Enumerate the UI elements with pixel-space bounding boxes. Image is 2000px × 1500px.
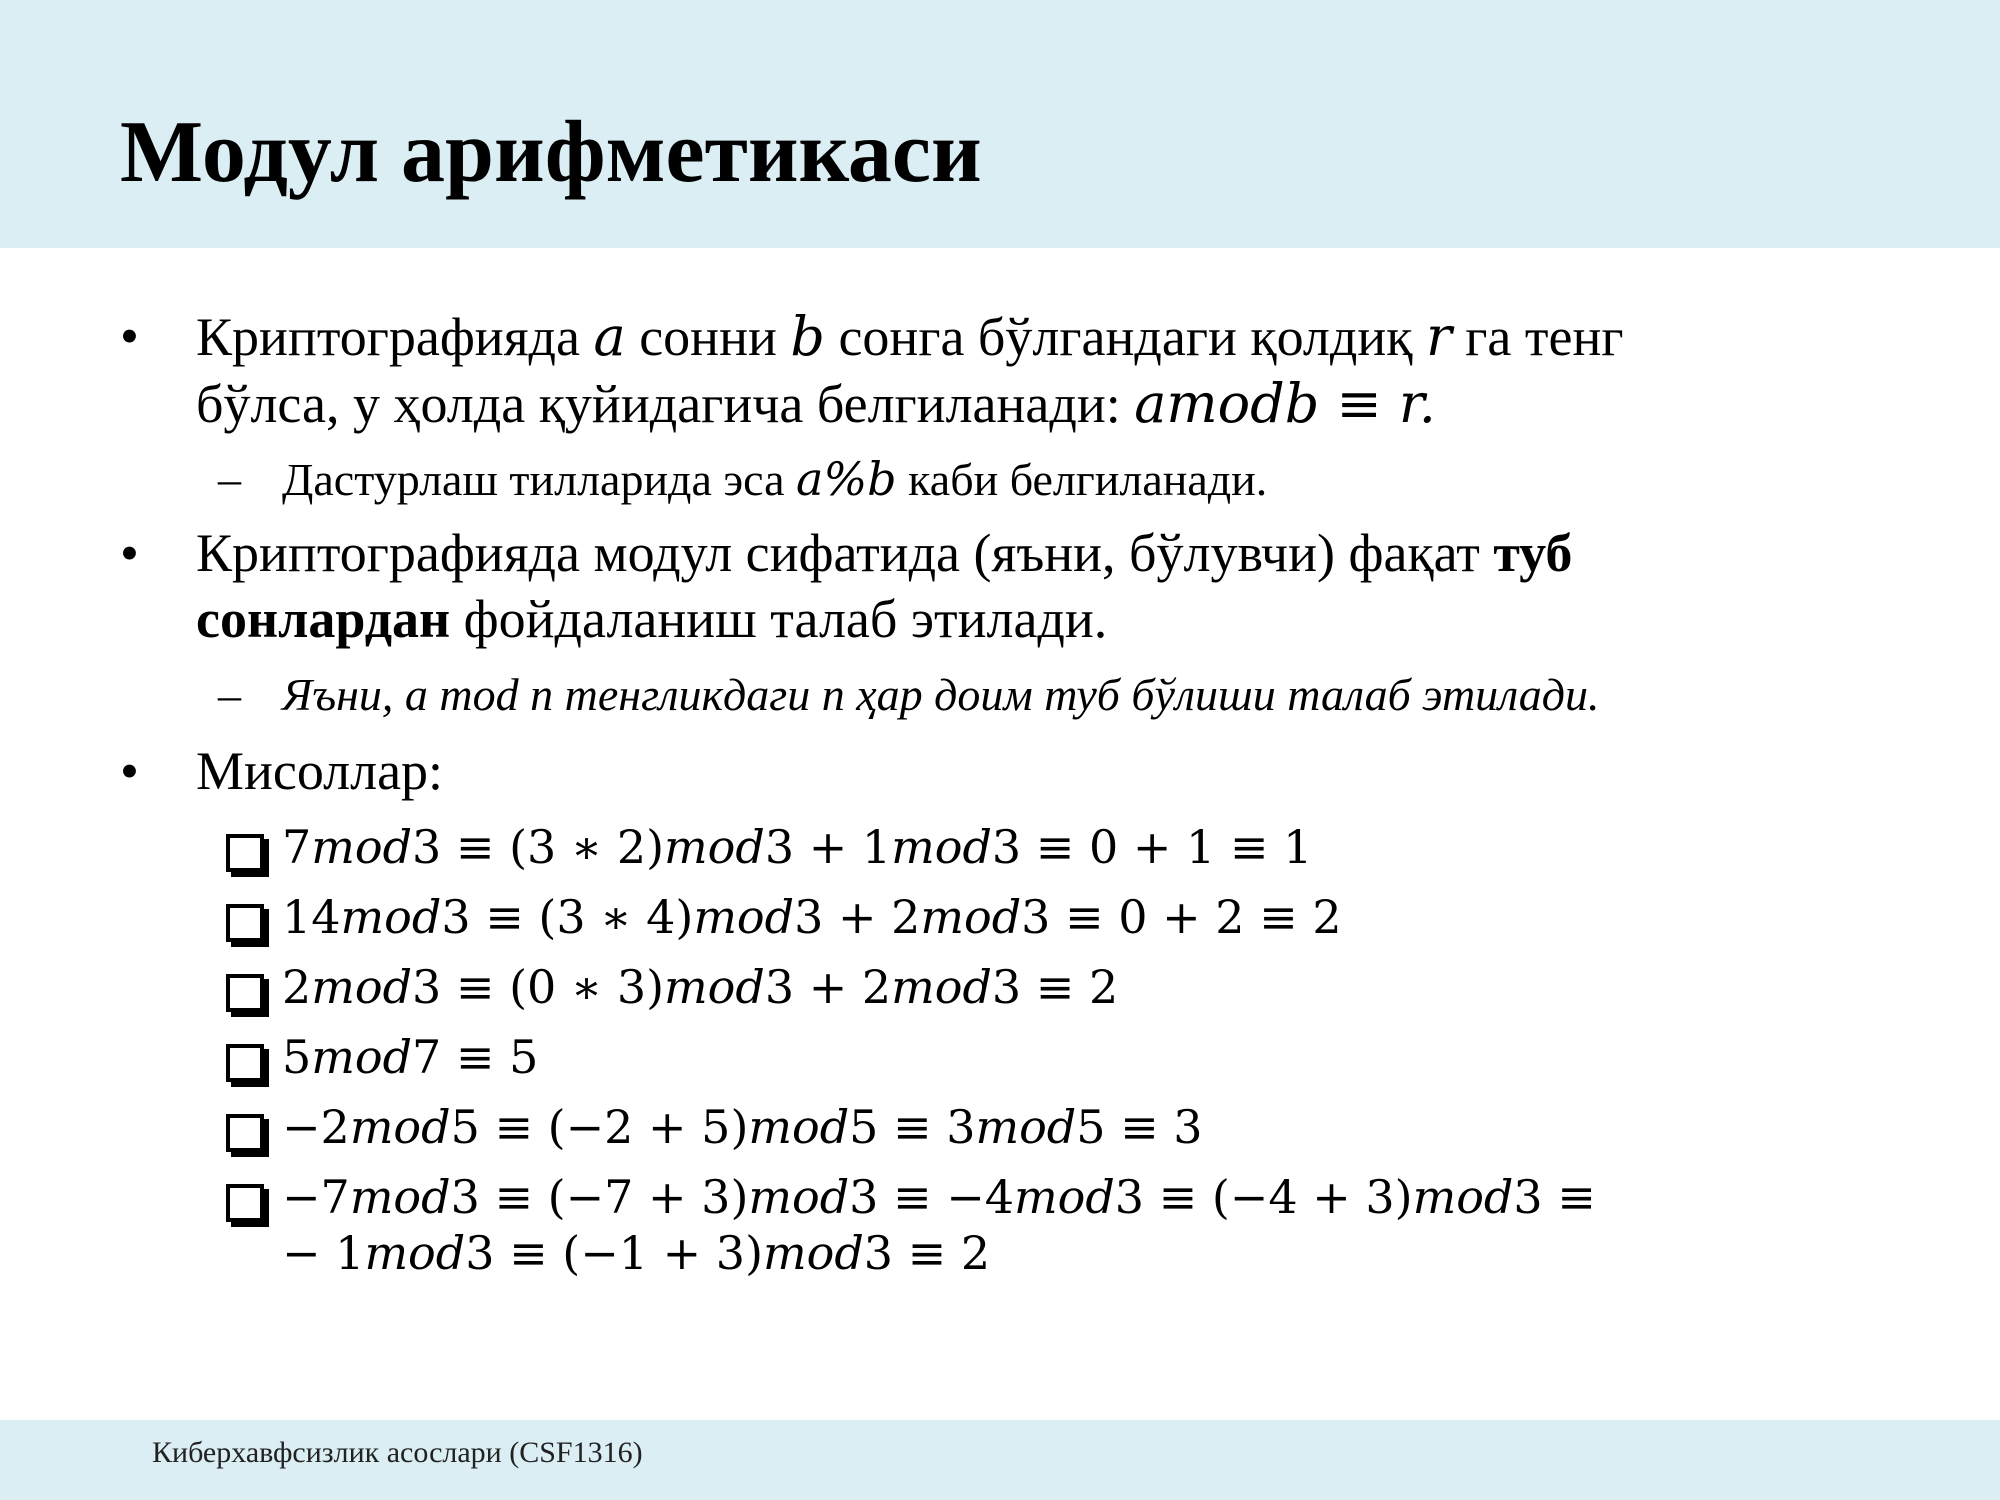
checkbox-bullet-icon <box>226 1044 264 1082</box>
sub-bullet-dash: – <box>218 669 241 720</box>
checkbox-bullet-icon <box>226 834 264 872</box>
slide-title: Модул арифметикаси <box>120 104 982 201</box>
math-expression: a%b <box>796 452 897 506</box>
text-run: Яъни, a mod n тенгликдаги n ҳар доим туб бўлиши талаб этилади. <box>282 669 1600 720</box>
math-expression: b <box>790 305 825 368</box>
text-run: сонлардан <box>196 589 451 649</box>
text-run: Криптографияда модул сифатида (яъни, бўлувчи) фақат <box>196 523 1494 583</box>
checkbox-bullet-icon <box>226 974 264 1012</box>
checkbox-bullet-icon <box>226 1184 264 1222</box>
text-run: Мисоллар: <box>196 741 444 801</box>
sub-bullet-dash: – <box>218 453 241 504</box>
text-run: бўлса, у ҳолда қуйидагича белгиланади: <box>196 374 1135 434</box>
checkbox-bullet-icon <box>226 1114 264 1152</box>
example-equation: 2mod3 ≡ (0 ∗ 3)mod3 + 2mod3 ≡ 2 <box>282 960 1119 1014</box>
math-expression: r <box>1425 305 1452 368</box>
bullet-marker: • <box>120 523 139 583</box>
bullet-text-line <box>196 372 1436 435</box>
text-run: га тенг <box>1451 307 1624 367</box>
bullet-marker: • <box>120 306 139 366</box>
sub-bullet-text <box>282 668 1600 721</box>
text-run: Криптографияда <box>196 307 594 367</box>
example-equation: 5mod7 ≡ 5 <box>282 1030 539 1084</box>
example-equation: 7mod3 ≡ (3 ∗ 2)mod3 + 1mod3 ≡ 0 + 1 ≡ 1 <box>282 820 1313 874</box>
example-equation: −2mod5 ≡ (−2 + 5)mod5 ≡ 3mod5 ≡ 3 <box>282 1100 1203 1154</box>
text-run: Дастурлаш тилларида эса <box>282 454 797 505</box>
example-equation: − 1mod3 ≡ (−1 + 3)mod3 ≡ 2 <box>282 1226 991 1280</box>
bullet-text-line <box>196 305 1624 368</box>
bullet-text-line <box>196 588 1107 650</box>
example-equation: 14mod3 ≡ (3 ∗ 4)mod3 + 2mod3 ≡ 0 + 2 ≡ 2 <box>282 890 1342 944</box>
example-equation: −7mod3 ≡ (−7 + 3)mod3 ≡ −4mod3 ≡ (−4 + 3)mod3 ≡ <box>282 1170 1596 1224</box>
text-run: сонни <box>625 307 791 367</box>
bullet-text-line <box>196 522 1572 584</box>
bullet-marker: • <box>120 741 139 801</box>
math-expression: a <box>593 305 626 368</box>
checkbox-bullet-icon <box>226 904 264 942</box>
footer-bar <box>0 1420 2000 1500</box>
text-run: сонга бўлгандаги қолдиқ <box>824 307 1426 367</box>
text-run: фойдаланиш талаб этилади. <box>450 589 1108 649</box>
bullet-text-line <box>196 740 443 802</box>
sub-bullet-text <box>282 452 1267 506</box>
text-run: туб <box>1493 523 1573 583</box>
text-run: каби белгиланади. <box>896 454 1268 505</box>
footer-text: Киберхавфсизлик асослари (CSF1316) <box>152 1436 643 1469</box>
math-expression: amodb ≡ r. <box>1134 372 1436 435</box>
